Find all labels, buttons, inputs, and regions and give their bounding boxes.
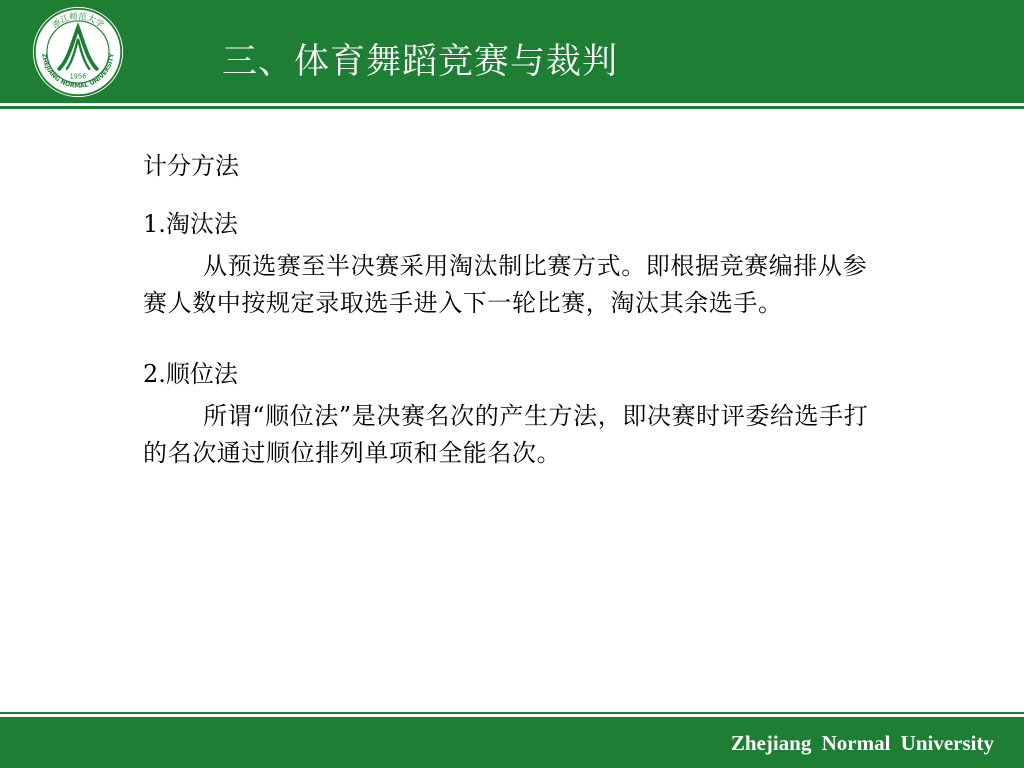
seal-bottom-text: ZHEJIANG NORMAL UNIVERSITY: [40, 53, 116, 90]
footer-bar: [0, 717, 1024, 768]
item-body: 从预选赛至半决赛采用淘汰制比赛方式。即根据竞赛编排从参赛人数中按规定录取选手进入下一轮比赛，淘汰其余选手。: [143, 252, 868, 317]
header-bar: [0, 0, 1024, 103]
item-heading: 2.顺位法: [143, 360, 238, 388]
footer-divider: [0, 712, 1024, 714]
university-seal-icon: [31, 5, 125, 99]
section-title: 计分方法: [143, 152, 239, 180]
seal-top-text: 浙江师范大学: [50, 10, 106, 30]
item-body: 所谓“顺位法”是决赛名次的产生方法，即决赛时评委给选手打的名次通过顺位排列单项和全能名次。: [143, 402, 869, 467]
header-divider: [0, 106, 1024, 109]
item-heading: 1.淘汰法: [143, 210, 238, 238]
slide-title: 三、体育舞蹈竞赛与裁判: [222, 42, 619, 82]
footer-university-name: Zhejiang Normal University: [730, 731, 994, 755]
seal-year: 1956: [69, 72, 87, 81]
